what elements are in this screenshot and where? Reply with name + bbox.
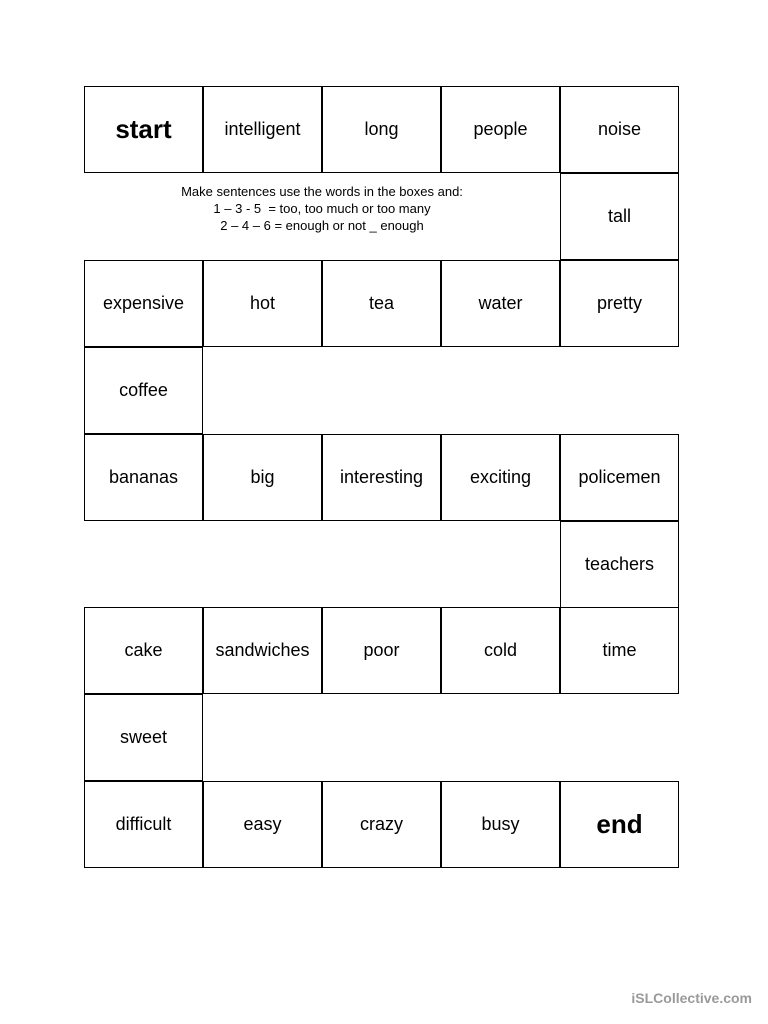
- instructions-text: [84, 183, 560, 234]
- board-cell: water: [441, 260, 560, 347]
- board-cell-end: end: [560, 781, 679, 868]
- board-cell: cold: [441, 607, 560, 694]
- board-cell: tea: [322, 260, 441, 347]
- watermark-text: iSLCollective.com: [631, 990, 752, 1006]
- board-cell: bananas: [84, 434, 203, 521]
- board-cell: noise: [560, 86, 679, 173]
- instructions-line: 2 – 4 – 6 = enough or not _ enough: [220, 218, 424, 233]
- board-cell: teachers: [560, 521, 679, 608]
- board-cell: easy: [203, 781, 322, 868]
- board-cell: long: [322, 86, 441, 173]
- board-cell: interesting: [322, 434, 441, 521]
- board-cell: hot: [203, 260, 322, 347]
- board-cell: difficult: [84, 781, 203, 868]
- board-cell: policemen: [560, 434, 679, 521]
- board-cell: time: [560, 607, 679, 694]
- board-cell: tall: [560, 173, 679, 260]
- board-cell-start: start: [84, 86, 203, 173]
- instructions-line: Make sentences use the words in the boxes and:: [181, 184, 463, 199]
- board-cell: poor: [322, 607, 441, 694]
- board-cell: intelligent: [203, 86, 322, 173]
- board-cell: sandwiches: [203, 607, 322, 694]
- board-cell: busy: [441, 781, 560, 868]
- board-cell: big: [203, 434, 322, 521]
- board-cell: cake: [84, 607, 203, 694]
- board-cell: pretty: [560, 260, 679, 347]
- board-cell: sweet: [84, 694, 203, 781]
- board-cell: exciting: [441, 434, 560, 521]
- board-cell: people: [441, 86, 560, 173]
- board-cell: coffee: [84, 347, 203, 434]
- board-cell: expensive: [84, 260, 203, 347]
- board-cell: crazy: [322, 781, 441, 868]
- instructions-line: 1 – 3 - 5 = too, too much or too many: [213, 201, 431, 216]
